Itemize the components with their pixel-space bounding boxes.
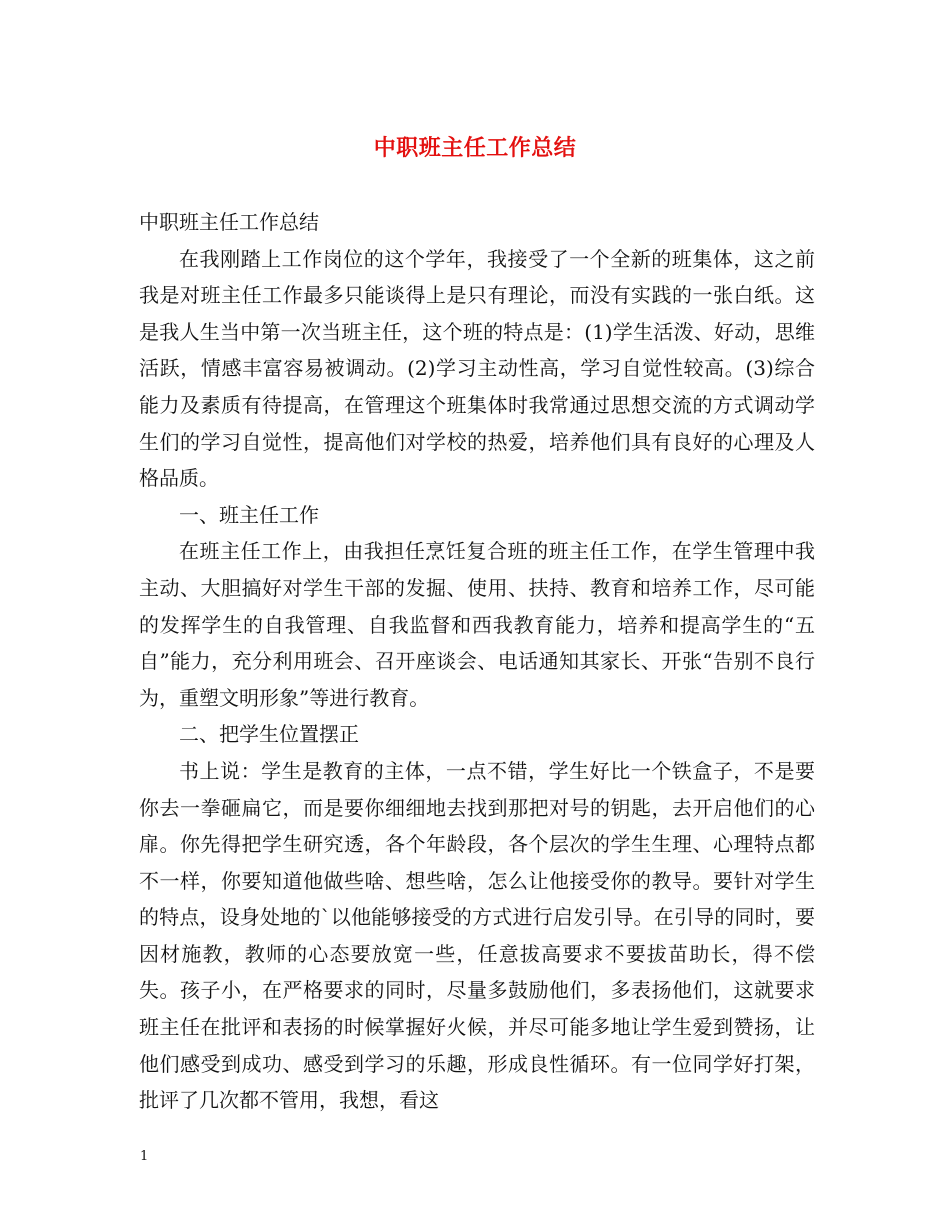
body-heading: 中职班主任工作总结	[139, 210, 319, 234]
page-number: 1	[140, 1149, 149, 1164]
paragraph-intro: 在我刚踏上工作岗位的这个学年，我接受了一个全新的班集体，这之前我是对班主任工作最多只能谈得上是只有理论，而没有实践的一张白纸。这是我人生当中第一次当班主任，这个班的特点是：(1)学生活泼、好动，思维活跃，情感丰富容易被调动。(2)学习主动性高，学习自觉性较高。(3)综合能力及素质有待提高，在管理这个班集体时我常通过思想交流的方式调动学生们的学习自觉性，提高他们对学校的热爱，培养他们具有良好的心理及人格品质。	[139, 246, 815, 491]
document-title: 中职班主任工作总结	[373, 135, 577, 161]
document-body	[139, 204, 815, 1119]
section-heading-2: 二、把学生位置摆正	[179, 722, 359, 747]
paragraph-section-2: 书上说：学生是教育的主体，一点不错，学生好比一个铁盒子，不是要你去一拳砸扁它，而是要你细细地去找到那把对号的钥匙，去开启他们的心扉。你先得把学生研究透，各个年龄段，各个层次的学生生理、心理特点都不一样，你要知道他做些啥、想些啥，怎么让他接受你的教导。要针对学生的特点，设身处地的`以他能够接受的方式进行启发引导。在引导的同时，要因材施教，教师的心态要放宽一些，任意拔高要求不要拔苗助长，得不偿失。孩子小，在严格要求的同时，尽量多鼓励他们，多表扬他们，这就要求班主任在批评和表扬的时候掌握好火候，并尽可能多地让学生爱到赞扬，让他们感受到成功、感受到学习的乐趣，形成良性循环。有一位同学好打架，批评了几次都不管用，我想，看这	[139, 758, 815, 1113]
section-heading-1: 一、班主任工作	[179, 502, 319, 527]
paragraph-section-1: 在班主任工作上，由我担任烹饪复合班的班主任工作，在学生管理中我主动、大胆搞好对学生干部的发掘、使用、扶持、教育和培养工作，尽可能的发挥学生的自我管理、自我监督和西我教育能力，培养和提高学生的“五自”能力，充分利用班会、召开座谈会、电话通知其家长、开张“告别不良行为，重塑文明形象”等进行教育。	[139, 539, 815, 710]
